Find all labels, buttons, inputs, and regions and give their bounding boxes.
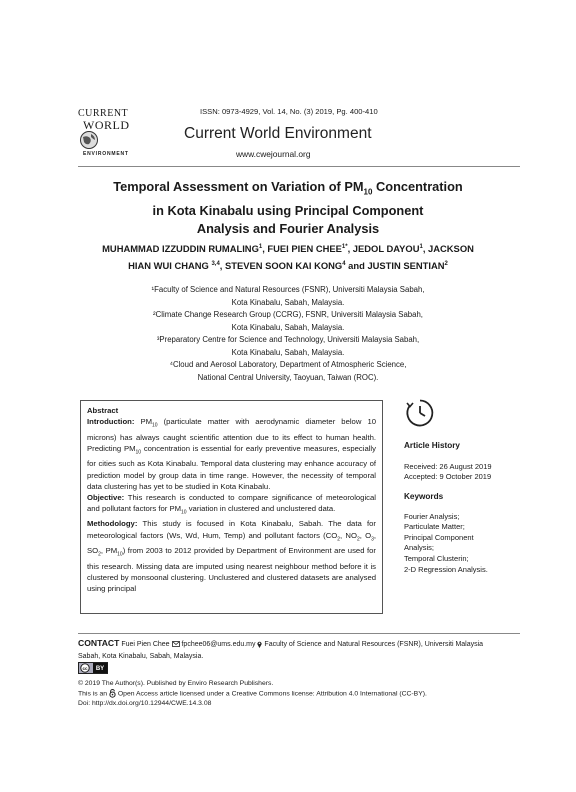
- journal-title: Current World Environment: [184, 125, 372, 142]
- affiliation-line: Kota Kinabalu, Sabah, Malaysia.: [231, 322, 345, 332]
- keywords: [404, 492, 488, 575]
- affiliation-line: ¹Faculty of Science and Natural Resources (FSNR), Universiti Malaysia Sabah,: [151, 285, 425, 294]
- journal-logo: [78, 108, 138, 160]
- author-list: MUHAMMAD IZZUDDIN RUMALING$^1$, FUEI PIEN $CHEE^{1*}$, JEDOL DAYOU$^1$, JACKSON HIAN WUI CHANG $^{3,4}$, STEVEN SOON KAI KONG$^4$ and JUSTIN SENTIAN$^2$: [102, 243, 474, 271]
- open-access-icon: [109, 689, 116, 698]
- keyword-item: Particulate Matter;: [404, 522, 465, 532]
- creative-commons-icon: [78, 662, 108, 674]
- license-line: This is an Open Access article licensed under a Creative Commons license: Attribution 4.0 International (CC-BY).: [78, 690, 427, 698]
- copyright-line: © 2019 The Author(s). Published by Enviro Research Publishers.: [78, 680, 274, 687]
- globe-icon: [79, 130, 99, 150]
- logo-line1: CURRENT: [78, 108, 129, 119]
- keyword-item: Analysis;: [404, 543, 435, 553]
- footer-rule: [78, 633, 520, 634]
- abstract-introduction: Introduction: $PM_{10}$ (particulate matter with aerodynamic diameter below 10 microns) has always caught scientific attention due to its effect to human health. Predicting $PM_{10}$ concentration is essential for early preventive measures, especially for cities such as Kota Kinabalu. Temporal data clustering may enhance accuracy of prediction model by group data in time range. However, the necessity of temporal data clustering has yet to be studied in Kota Kinabalu.: [87, 417, 376, 491]
- affiliation-line: Kota Kinabalu, Sabah, Malaysia.: [231, 297, 345, 307]
- email-icon: [172, 641, 180, 647]
- contact-line: [78, 638, 520, 662]
- paper-title: Temporal Assessment on Variation of $PM_{10}$ Concentration in Kota Kinabalu using Principal Component Analysis and Fourier Analysis: [113, 179, 463, 236]
- accepted-date: Accepted: 9 October 2019: [404, 472, 492, 482]
- affiliation-line: National Central University, Taoyuan, Taiwan (ROC).: [197, 372, 379, 382]
- keyword-item: Temporal Clusterin;: [404, 553, 469, 563]
- doi-line[interactable]: Doi: http://dx.doi.org/10.12944/CWE.14.3.08: [78, 700, 212, 707]
- affiliation-line: ⁴Cloud and Aerosol Laboratory, Department of Atmospheric Science,: [169, 360, 407, 369]
- contact-address-2: Sabah, Kota Kinabalu, Sabah, Malaysia.: [78, 652, 204, 660]
- abstract-methodology: Methodology: This study is focused in Kota Kinabalu, Sabah. The data for meteorological factors (Ws, Wd, Hum, Temp) and pollutant factors ($CO_2$, $NO_2$, $O_3$, $SO_2$, $PM_{10}$) from 2003 to 2012 provided by Department of Environment are used for this research. Missing data are imputed using nearest neighbour method before it is clustered by monsoonal clustering. Unclustered and clustered datasets are analysed using principal: [87, 519, 376, 593]
- article-history-heading: Article History: [404, 441, 460, 450]
- clock-icon: [405, 398, 435, 428]
- article-history: [404, 441, 492, 483]
- header-rule: [78, 166, 520, 167]
- contact-label: CONTACT: [78, 638, 120, 648]
- affiliation-line: Kota Kinabalu, Sabah, Malaysia.: [231, 347, 345, 357]
- abstract-heading: Abstract: [87, 406, 119, 415]
- contact-address: Faculty of Science and Natural Resources (FSNR), Universiti Malaysia: [262, 641, 484, 648]
- abstract-objective: Objective: This research is conducted to compare significance of meteorological and pollutant factors for $PM_{10}$ variation in clustered and unclustered data.: [87, 492, 376, 516]
- affiliation-line: ³Preparatory Centre for Science and Technology, Universiti Malaysia Sabah,: [156, 335, 420, 344]
- keywords-heading: Keywords: [404, 492, 444, 501]
- issn-line: ISSN: 0973-4929, Vol. 14, No. (3) 2019, Pg. 400-410: [200, 107, 378, 116]
- affiliation-line: ²Climate Change Research Group (CCRG), FSNR, Universiti Malaysia Sabah,: [153, 310, 423, 319]
- keyword-item: 2-D Regression Analysis.: [404, 564, 488, 574]
- keyword-item: Fourier Analysis;: [404, 511, 460, 521]
- logo-line3: ENVIRONMENT: [83, 151, 129, 157]
- cc-badge-left: cc: [82, 665, 88, 671]
- affiliations: [90, 284, 486, 384]
- abstract-box: [80, 400, 383, 614]
- contact-name: Fuei Pien Chee: [119, 641, 172, 648]
- contact-email[interactable]: fpchee06@ums.edu.my: [181, 641, 256, 648]
- cc-badge-right: BY: [95, 666, 105, 673]
- keyword-item: Principal Component: [404, 532, 474, 542]
- logo-line2: WORLD: [83, 118, 130, 132]
- journal-url[interactable]: www.cwejournal.org: [236, 149, 311, 159]
- received-date: Received: 26 August 2019: [404, 461, 492, 471]
